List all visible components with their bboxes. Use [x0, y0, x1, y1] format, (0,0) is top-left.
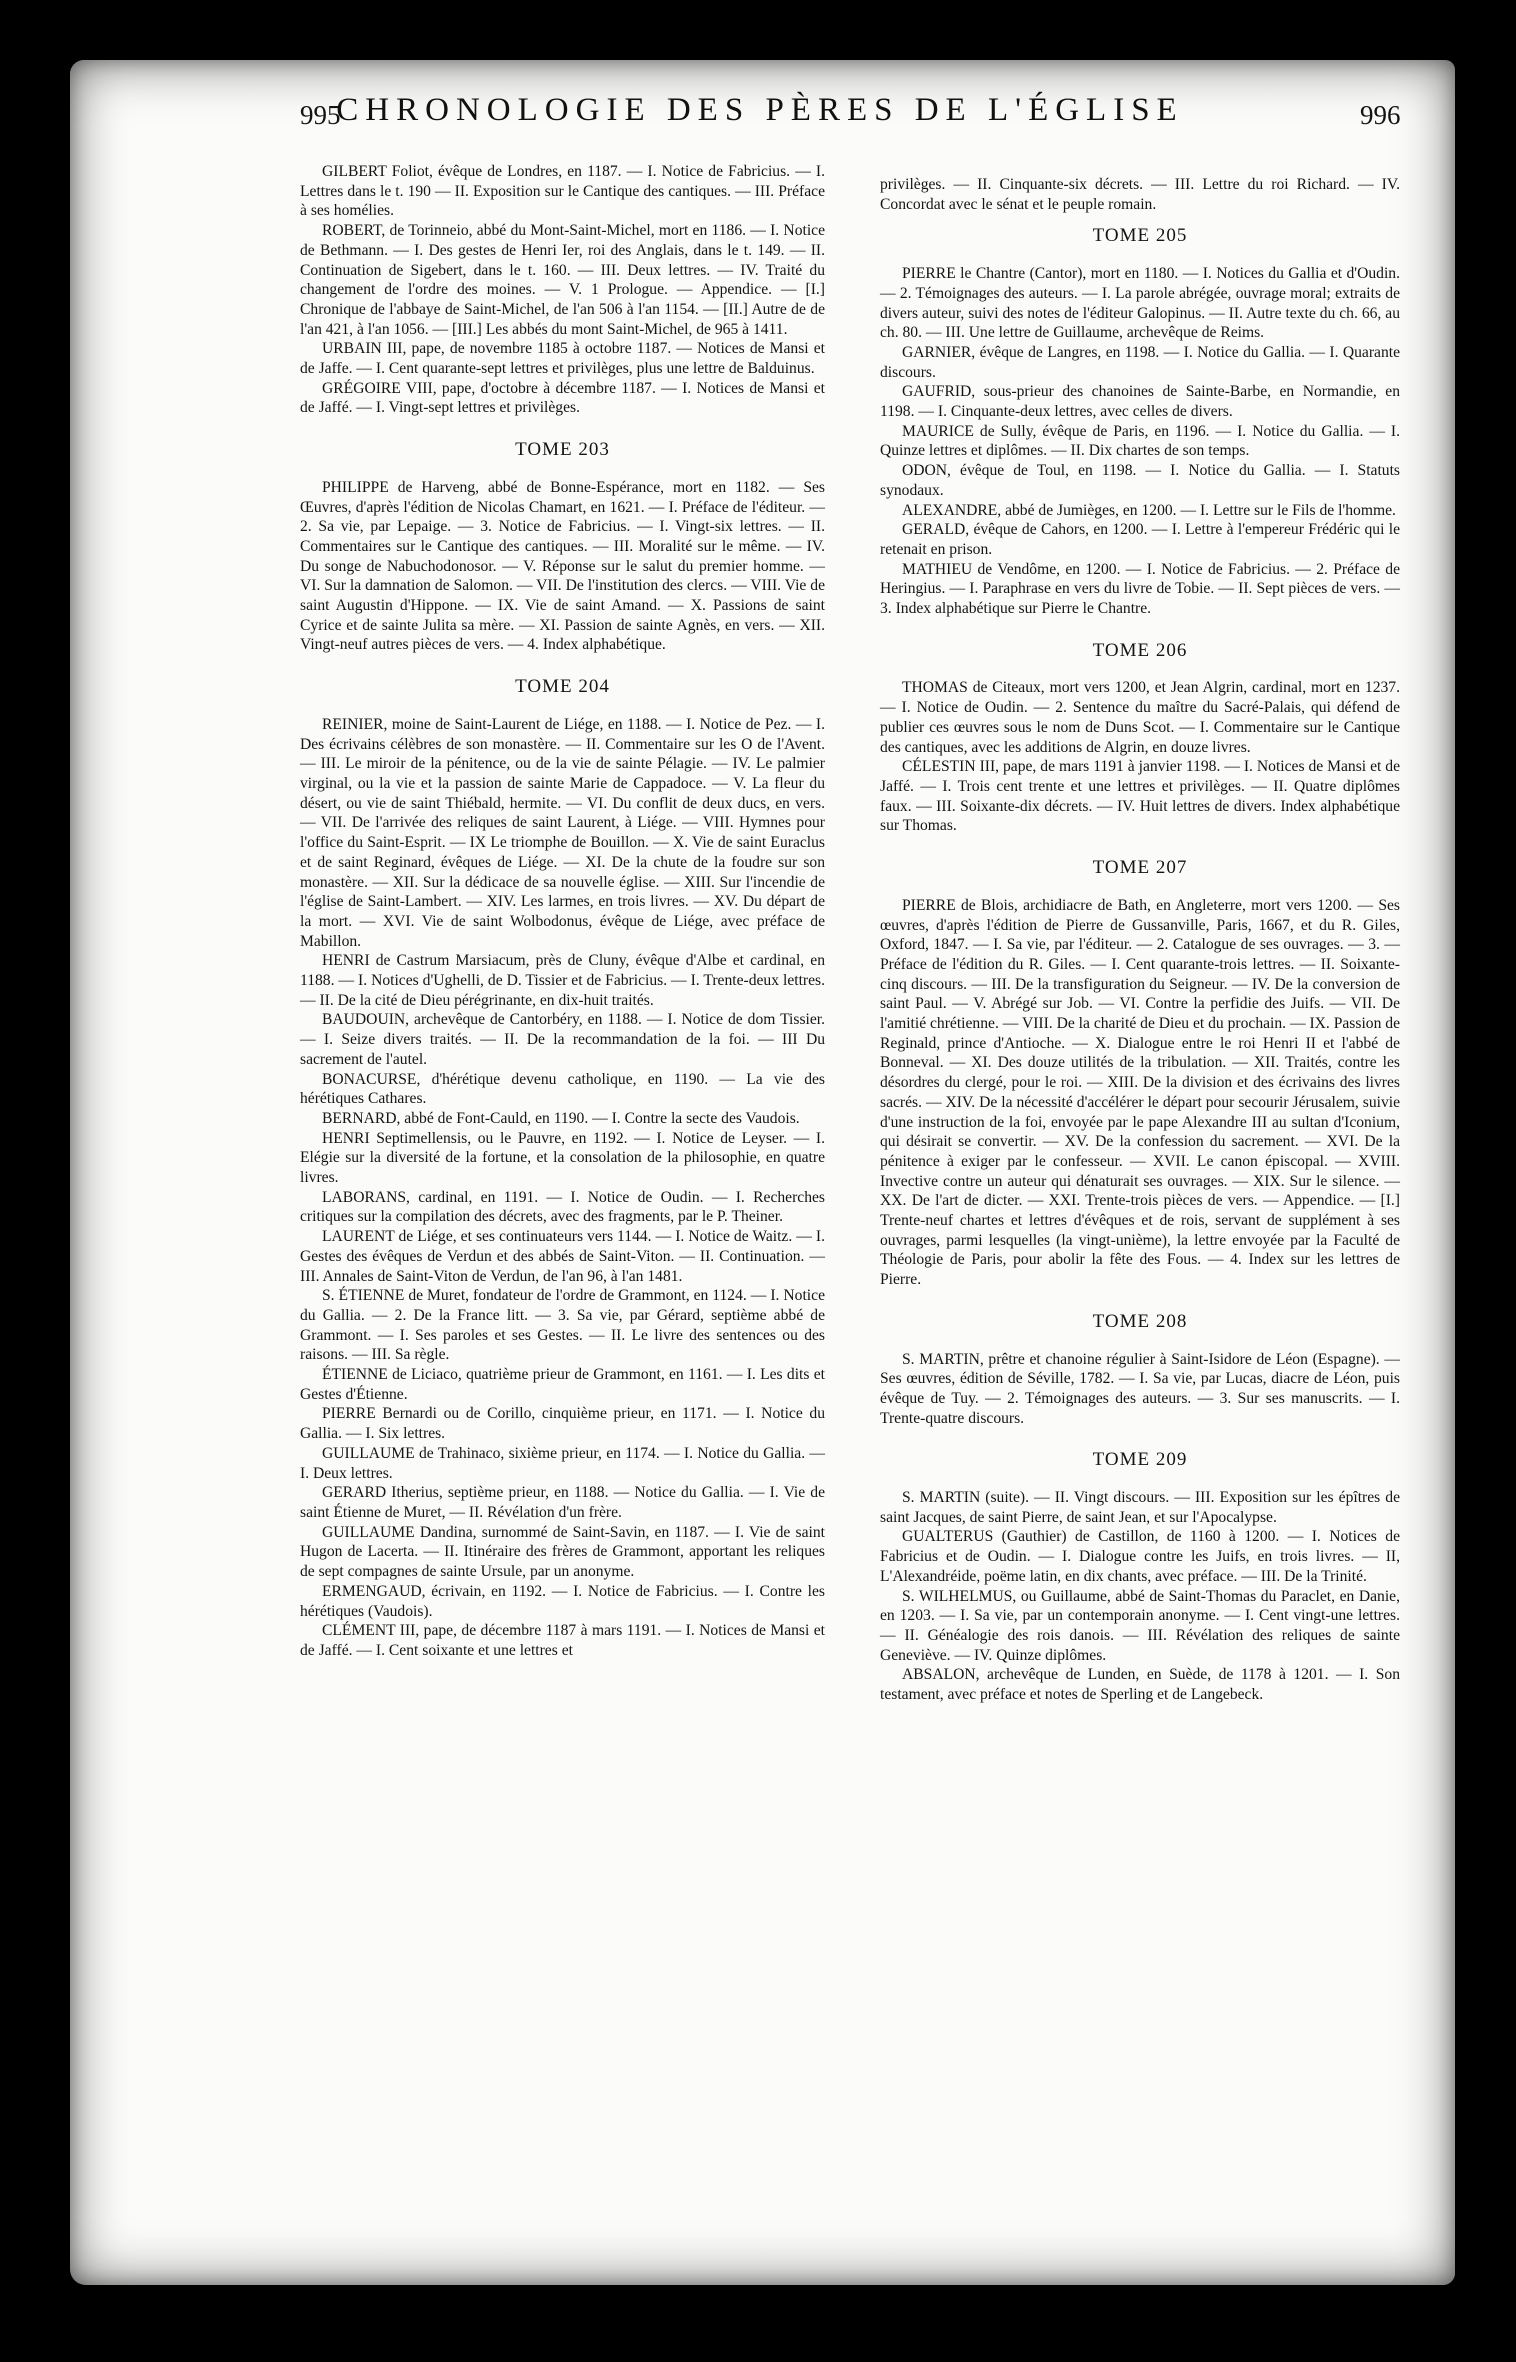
entry-gerald: GERALD, évêque de Cahors, en 1200. — I. Lettre à l'empereur Frédéric qui le retenait en prison.	[880, 521, 1400, 558]
entry-gaufrid: GAUFRID, sous-prieur des chanoines de Sainte-Barbe, en Normandie, en 1198. — I. Cinquante-deux lettres, avec celles de divers.	[880, 383, 1400, 421]
entry-pierre-chantre: PIERRE le Chantre (Cantor), mort en 1180. — I. Notices du Gallia et d'Oudin. — 2. Témoignages des auteurs. — I. La parole abrégée, ouvrage moral; extraits de divers auteur, suivi des notes de l'éditeur Galopinus. — II. Autre texte du ch. 66, au ch. 80. — III. Une lettre de Guillaume, archevêque de Reims.	[880, 265, 1400, 342]
entry-philippe: PHILIPPE de Harveng, abbé de Bonne-Espérance, mort en 1182. — Ses Œuvres, d'après l'édition de Nicolas Chamart, en 1621. — I. Préface de l'éditeur. — 2. Sa vie, par Lepaige. — 3. Notice de Fabricius. — I. Vingt-six lettres. — II. Commentaires sur le Cantique des cantiques. — III. Moralité sur le même. — IV. Du songe de Nabuchodonosor. — V. Réponse sur le salut du premier homme. — VI. Sur la damnation de Salomon. — VII. De l'institution des clercs. — VIII. Vie de saint Augustin d'Hippone. — IX. Vie de saint Amand. — X. Passions de saint Cyrice et de sainte Julita sa mère. — XI. Passion de sainte Agnès, en vers. — XII. Vingt-neuf autres pièces de vers. — 4. Index alphabétique.	[300, 478, 825, 654]
entry-celestin: CÉLESTIN III, pape, de mars 1191 à janvier 1198. — I. Notices de Mansi et de Jaffé. — I. Trois cent trente et une lettres et privilèges. — II. Quatre diplômes faux. — III. Soixante-dix décrets. — IV. Huit lettres de divers. Index alphabétique sur Thomas.	[880, 758, 1400, 835]
entry-laurent: LAURENT de Liége, et ses continuateurs vers 1144. — I. Notice de Waitz. — I. Gestes des évêques de Verdun et des abbés de Saint-Viton. — II. Continuation. — III. Annales de Saint-Viton de Verdun, de l'an 96, à l'an 1481.	[300, 1228, 825, 1285]
entry-odon: ODON, évêque de Toul, en 1198. — I. Notice du Gallia. — I. Statuts synodaux.	[880, 462, 1400, 499]
entry-alexandre: ALEXANDRE, abbé de Jumièges, en 1200. — I. Lettre sur le Fils de l'homme.	[902, 501, 1396, 519]
tome-208-heading: TOME 208	[1092, 1310, 1188, 1332]
entry-gilbert: GILBERT Foliot, évêque de Londres, en 1187. — I. Notice de Fabricius. — I. Lettres dans le t. 190 — II. Exposition sur le Cantique des cantiques. — III. Préface à ses homélies.	[300, 163, 825, 220]
entry-laborans: LABORANS, cardinal, en 1191. — I. Notice de Oudin. — I. Recherches critiques sur la compilation des décrets, avec des fragments, par le P. Theiner.	[300, 1188, 825, 1226]
entry-bernard: BERNARD, abbé de Font-Cauld, en 1190. — I. Contre la secte des Vaudois.	[322, 1109, 800, 1127]
entry-reinier: REINIER, moine de Saint-Laurent de Liége, en 1188. — I. Notice de Pez. — I. Des écrivains célèbres de son monastère. — II. Commentaire sur les O de l'Avent. — III. Le miroir de la pénitence, ou de la vie de sainte Pélagie. — IV. Le palmier virginal, ou la vie et la passion de sainte Marie de Cappadoce. — V. La fleur du désert, ou vie de saint Thiébald, hermite. — VI. Du conflit de deux ducs, en vers. — VII. De l'arrivée des reliques de saint Laurent, à Liége. — VIII. Hymnes pour l'office du Saint-Esprit. — IX Le triomphe de Bouillon. — X. Vie de saint Euraclus et de saint Reginard, évêques de Liége. — XI. De la chute de la foudre sur son monastère. — XII. Sur la dédicace de sa nouvelle église. — XIII. Sur l'incendie de l'église de Saint-Lambert. — XIV. Les larmes, en trois livres. — XV. Du départ de la mort. — XVI. Vie de saint Wolbodonus, évêque de Liége, avec préface de Mabillon.	[300, 715, 825, 950]
entry-maurice: MAURICE de Sully, évêque de Paris, en 1196. — I. Notice du Gallia. — I. Quinze lettres et diplômes. — II. Dix chartes de son temps.	[880, 422, 1400, 460]
tome-207-heading: TOME 207	[1092, 857, 1188, 879]
tome-205-heading: TOME 205	[1092, 225, 1188, 247]
tome-206-heading: TOME 206	[1092, 639, 1188, 661]
entry-pierre-bernardi: PIERRE Bernardi ou de Corillo, cinquième prieur, en 1171. — I. Notice du Gallia. — I. Six lettres.	[300, 1405, 825, 1443]
entry-s-wilhelmus: S. WILHELMUS, ou Guillaume, abbé de Saint-Thomas du Paraclet, en Danie, en 1203. — I. Sa vie, par un contemporain anonyme. — I. Cent vingt-une lettres. — II. Généalogie des rois danois. — III. Révélation des reliques de sainte Geneviève. — IV. Quinze diplômes.	[880, 1587, 1400, 1664]
entry-etienne-liciaco: ÉTIENNE de Liciaco, quatrième prieur de Grammont, en 1161. — I. Les dits et Gestes d'Étienne.	[300, 1366, 825, 1403]
entry-gregoire: GRÉGOIRE VIII, pape, d'octobre à décembre 1187. — I. Notices de Mansi et de Jaffé. — I. Vingt-sept lettres et privilèges.	[300, 379, 825, 417]
entry-henri-septimellensis: HENRI Septimellensis, ou le Pauvre, en 1192. — I. Notice de Leyser. — I. Elégie sur la diversité de la fortune, et la consolation de la philosophie, en quatre livres.	[300, 1129, 825, 1187]
entry-s-martin-suite: S. MARTIN (suite). — II. Vingt discours. — III. Exposition sur les épîtres de saint Jacques, de saint Pierre, de saint Jean, et sur l'Apocalypse.	[880, 1489, 1400, 1526]
entry-robert: ROBERT, de Torinneio, abbé du Mont-Saint-Michel, mort en 1186. — I. Notice de Bethmann. — I. Des gestes de Henri Ier, roi des Anglais, dans le t. 149. — II. Continuation de Sigebert, dans le t. 160. — III. Deux lettres. — IV. Traité du changement de l'ordre des moines. — V. 1 Prologue. — Appendice. — [I.] Chronique de l'abbaye de Saint-Michel, de l'an 506 à l'an 1154. — [II.] Autre de de l'an 421, à l'an 1056. — [III.] Les abbés du mont Saint-Michel, de 965 à 1411.	[300, 222, 825, 338]
tome-209-heading: TOME 209	[1092, 1449, 1188, 1471]
right-column	[880, 175, 1400, 1705]
entry-absalon: ABSALON, archevêque de Lunden, en Suède, de 1178 à 1201. — I. Son testament, avec préface et notes de Sperling et de Langebeck.	[880, 1666, 1400, 1704]
entry-garnier: GARNIER, évêque de Langres, en 1198. — I. Notice du Gallia. — I. Quarante discours.	[880, 343, 1400, 381]
entry-clement-continued: privilèges. — II. Cinquante-six décrets. — III. Lettre du roi Richard. — IV. Concordat avec le sénat et le peuple romain.	[880, 176, 1400, 213]
entry-guillaume-trahinaco: GUILLAUME de Trahinaco, sixième prieur, en 1174. — I. Notice du Gallia. — I. Deux lettres.	[300, 1444, 825, 1482]
entry-baudouin: BAUDOUIN, archevêque de Cantorbéry, en 1188. — I. Notice de dom Tissier. — I. Seize divers traités. — II. De la recommandation de la foi. — III Du sacrement de l'autel.	[300, 1011, 825, 1068]
entry-gerard: GERARD Itherius, septième prieur, en 1188. — Notice du Gallia. — I. Vie de saint Étienne de Muret, — II. Révélation d'un frère.	[300, 1484, 825, 1521]
entry-gualterus: GUALTERUS (Gauthier) de Castillon, de 1160 à 1200. — I. Notices de Fabricius et de Oudin. — I. Dialogue contre les Juifs, en trois livres. — II, L'Alexandréide, poëme latin, en dix chants, avec préface. — III. De la Trinité.	[880, 1528, 1400, 1585]
entry-henri-castrum: HENRI de Castrum Marsiacum, près de Cluny, évêque d'Albe et cardinal, en 1188. — I. Notices d'Ughelli, de D. Tissier et de Fabricius. — I. Trente-deux lettres. — II. De la cité de Dieu pérégrinante, en dix-huit traités.	[300, 952, 825, 1009]
page-title: CHRONOLOGIE DES PÈRES DE L'ÉGLISE	[336, 92, 1184, 128]
entry-thomas: THOMAS de Citeaux, mort vers 1200, et Jean Algrin, cardinal, mort en 1237. — I. Notice de Oudin. — 2. Sentence du maître du Sacré-Palais, qui défend de publier ces œuvres sous le nom de Duns Scot. — I. Commentaire sur le Cantique des cantiques, avec les additions de Algrin, en douze livres.	[880, 679, 1400, 756]
entry-ermengaud: ERMENGAUD, écrivain, en 1192. — I. Notice de Fabricius. — I. Contre les hérétiques (Vaudois).	[300, 1582, 825, 1620]
tome-203-heading: TOME 203	[515, 439, 610, 461]
entry-mathieu: MATHIEU de Vendôme, en 1200. — I. Notice de Fabricius. — 2. Préface de Heringius. — I. Paraphrase en vers du livre de Tobie. — II. Sept pièces de vers. — 3. Index alphabétique sur Pierre le Chantre.	[880, 560, 1400, 618]
entry-clement: CLÉMENT III, pape, de décembre 1187 à mars 1191. — I. Notices de Mansi et de Jaffé. — I. Cent soixante et une lettres et	[300, 1622, 825, 1659]
entry-guillaume-dandina: GUILLAUME Dandina, surnommé de Saint-Savin, en 1187. — I. Vie de saint Hugon de Lacerta. — II. Itinéraire des frères de Grammont, apportant les reliques de sept compagnes de sainte Ursule, par un anonyme.	[300, 1523, 825, 1581]
entry-pierre-blois: PIERRE de Blois, archidiacre de Bath, en Angleterre, mort vers 1200. — Ses œuvres, d'après l'édition de Pierre de Gussanville, Paris, 1667, et du R. Giles, Oxford, 1847. — I. Sa vie, par l'éditeur. — 2. Catalogue de ses ouvrages. — 3. — Préface de l'édition du R. Giles. — I. Cent quarante-trois lettres. — II. Soixante-cinq discours. — III. De la transfiguration du Seigneur. — IV. De la conversion de saint Paul. — V. Abrégé sur Job. — VI. Contre la perfidie des Juifs. — VII. De l'amitié chrétienne. — VIII. De la charité de Dieu et du prochain. — IX. Passion de Reginald, prince d'Antioche. — X. Dialogue entre le roi Henri II et l'abbé de Bonneval. — XI. Des douze utilités de la tribulation. — XII. Traités, contre les désordres du clergé, pour le roi. — XIII. De la division et des écrivains des livres sacrés. — XIV. De la nécessité d'accélérer le départ pour secourir Jérusalem, suivie d'une instruction de la foi, envoyée par le pape Alexandre III au sultan d'Iconium, qui désirait se convertir. — XV. De la confession du sacrement. — XVI. De la pénitence à exiger par le confesseur. — XVII. Le canon épiscopal. — XVIII. Invective contre un auteur qui dénaturait ses ouvrages. — XIX. Sur le silence. — XX. De l'art de dicter. — XXI. Trente-trois pièces de vers. — Appendice. — [I.] Trente-neuf chartes et lettres d'évêques et de rois, servant de supplément à ses ouvrages, parmi lesquelles (la vingt-unième), la lettre envoyée par la Faculté de Théologie de Paris, pour abolir la fête des Fous. — 4. Index sur les lettres de Pierre.	[880, 896, 1400, 1289]
left-column	[300, 162, 825, 1661]
page-number-right: 996	[1360, 100, 1401, 130]
entry-s-etienne: S. ÉTIENNE de Muret, fondateur de l'ordre de Grammont, en 1124. — I. Notice du Gallia. — 2. De la France litt. — 3. Sa vie, par Gérard, septième abbé de Grammont. — I. Ses paroles et ses Gestes. — II. Le livre des sentences ou des raisons. — III. Sa règle.	[300, 1287, 825, 1364]
tome-204-heading: TOME 204	[515, 676, 610, 698]
entry-bonacurse: BONACURSE, d'hérétique devenu catholique, en 1190. — La vie des hérétiques Cathares.	[300, 1070, 825, 1108]
entry-s-martin: S. MARTIN, prêtre et chanoine régulier à Saint-Isidore de Léon (Espagne). — Ses œuvres, édition de Séville, 1782. — I. Sa vie, par Lucas, diacre de Léon, puis évêque de Tuy. — 2. Témoignages des auteurs. — 3. Sur ses manuscrits. — I. Trente-quatre discours.	[880, 1350, 1400, 1427]
entry-urbain: URBAIN III, pape, de novembre 1185 à octobre 1187. — Notices de Mansi et de Jaffe. — I. Cent quarante-sept lettres et privilèges, plus une lettre de Balduinus.	[300, 340, 825, 378]
page-number-left: 995	[300, 100, 341, 130]
